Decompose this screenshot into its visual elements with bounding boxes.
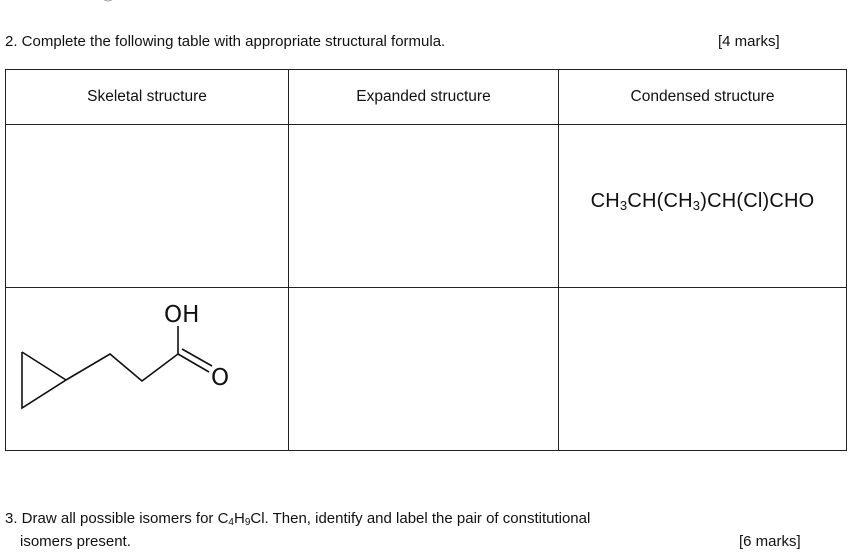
carbonyl-bond-1 [178, 354, 209, 372]
condensed-formula: $CH_3CH(CH_3)CH(Cl)CHO$ [590, 189, 815, 213]
skeletal-structure-drawing [6, 288, 289, 450]
cyclopropane-ring [22, 352, 66, 408]
table-row [6, 125, 847, 288]
row1-skeletal-cell[interactable] [6, 125, 289, 288]
carbon-chain [66, 354, 178, 381]
question-3-text-line2: isomers present. [20, 533, 131, 550]
row1-expanded-cell[interactable] [289, 125, 559, 288]
hydroxyl-label: OH [164, 302, 200, 328]
question-3-marks: [6 marks] [739, 533, 801, 550]
question-2-marks: [4 marks] [718, 33, 780, 50]
row1-condensed-cell [559, 125, 847, 288]
question-3-text: 3. Draw all possible isomers for $C_4H_9Cl$. Then, identify and label the pair of constitutional [5, 510, 591, 528]
carbonyl-bond-2 [182, 349, 212, 366]
carbonyl-oxygen-label: O [211, 365, 230, 391]
row2-skeletal-cell [6, 288, 289, 451]
header-expanded: Expanded structure [289, 70, 559, 125]
cropped-drawing-fragment [98, 0, 118, 6]
table-row [6, 288, 847, 451]
header-condensed: Condensed structure [559, 70, 847, 125]
question-2-text: 2. Complete the following table with appropriate structural formula. [5, 33, 446, 50]
row2-condensed-cell[interactable] [559, 288, 847, 451]
header-skeletal: Skeletal structure [6, 70, 289, 125]
row2-expanded-cell[interactable] [289, 288, 559, 451]
structural-formula-table [5, 69, 847, 451]
table-header-row [6, 70, 847, 125]
